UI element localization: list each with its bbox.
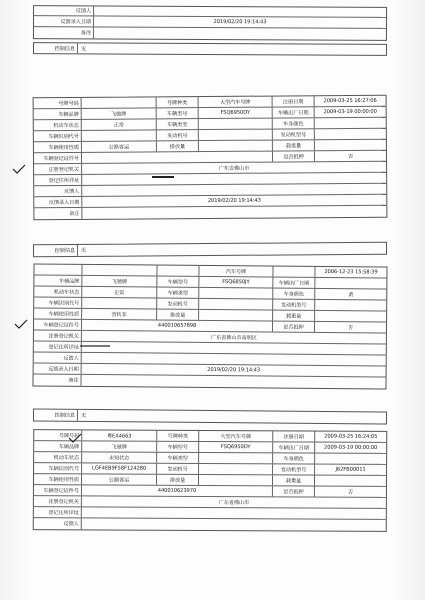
label-register-date: 注册日期 (273, 431, 315, 441)
label-plate-no (34, 264, 82, 274)
value-plate-no: 粤EX4663 (82, 430, 157, 440)
value-reg-address (82, 173, 386, 185)
label-use-nature: 车辆使用性质 (34, 308, 82, 318)
value-id-no (82, 152, 273, 163)
value-vehicle-type (199, 119, 273, 130)
value-vehicle-type (199, 453, 273, 463)
value-remark (82, 206, 386, 219)
label-feedback-entry-date: 反馈录入日期 (34, 16, 94, 26)
label-model: 车辆型号 (157, 277, 199, 287)
label-vin: 车辆识别代号 (34, 297, 82, 307)
vehicle-record-2 (32, 263, 387, 389)
check-mark-icon (68, 433, 82, 443)
label-load: 载重量 (273, 311, 315, 321)
value-displacement (199, 141, 273, 152)
label-reg-authority: 注册登记机关 (34, 496, 82, 506)
value-remark (94, 27, 386, 40)
value-feedback-person (82, 184, 386, 196)
label-load: 载重量 (273, 475, 315, 485)
label-motor-status: 机动车状态 (34, 120, 82, 130)
label-engine-model: 发动机型号 (273, 129, 315, 139)
label-id-no: 车辆登记证件号 (34, 485, 82, 495)
value-body-color: 黄 (348, 291, 354, 298)
scan-smudge (152, 176, 174, 178)
label-register-date: 注册日期 (273, 96, 315, 106)
value-use-nature: 公路客运 (82, 141, 157, 152)
label-register-date (273, 267, 315, 277)
label-displacement: 排放量 (157, 141, 199, 151)
label-engine-no: 发动机号 (157, 299, 199, 309)
label-control-info: 控制信息 (34, 409, 78, 420)
value-plate-type: 大型汽车号牌 (199, 97, 273, 108)
label-mortgaged: 是否抵押 (273, 486, 315, 496)
label-body-color: 车身颜色 (273, 289, 315, 299)
label-reg-authority: 注册登记机关 (34, 164, 82, 174)
value-reg-authority: 广东省佛山市 (218, 165, 250, 172)
label-reg-address: 登记住所详址 (34, 175, 82, 185)
label-displacement: 排放量 (157, 310, 199, 320)
value-register-date: 2009-03-25 16:24:05 (324, 433, 378, 440)
value-vin (82, 298, 157, 309)
value-displacement (199, 310, 273, 321)
value-displacement (199, 475, 273, 485)
control-row-2 (33, 408, 387, 424)
label-feedback-person: 反馈人 (34, 518, 82, 529)
label-engine-no: 发动机号 (157, 464, 199, 474)
value-reg-authority: 广东省佛山市南明区 (210, 334, 257, 341)
label-control-info: 控制信息 (34, 43, 78, 53)
label-reg-authority: 注册登记机关 (34, 330, 82, 340)
value-plate-type: 大型汽车号牌 (199, 431, 273, 441)
value-register-date: 2006-12-23 15:58:39 (324, 268, 378, 276)
label-plate-type: 号牌种类 (157, 97, 199, 107)
value-use-nature: 营转非 (82, 309, 157, 320)
label-body-color: 车身颜色 (273, 453, 315, 463)
label-vehicle-type: 车辆类型 (157, 453, 199, 463)
vehicle-record-1 (33, 95, 388, 220)
label-factory-date: 车辆出厂日期 (273, 107, 315, 117)
check-mark-icon (12, 164, 26, 174)
value-motor-status: 正常 (82, 287, 157, 298)
label-remark: 备注 (34, 27, 94, 38)
label-displacement: 排放量 (157, 475, 199, 485)
vehicle-record-3 (33, 429, 388, 532)
scan-smudge (80, 345, 110, 347)
label-control-info: 控制信息 (34, 245, 78, 256)
value-engine-no (199, 464, 273, 474)
label-plate-type: 号牌种类 (157, 431, 199, 441)
value-brand: 飞驰牌 (82, 108, 157, 119)
value-mortgaged: 否 (347, 153, 354, 160)
label-id-no: 车辆登记证件号 (34, 153, 82, 163)
label-remark: 备注 (33, 374, 81, 385)
value-factory-date (315, 278, 386, 289)
value-engine-model (315, 300, 386, 311)
value-plate-type: 汽车号牌 (199, 266, 273, 277)
label-use-nature: 车辆使用性质 (34, 142, 82, 152)
value-load (315, 476, 386, 486)
label-engine-no: 发动机号 (157, 130, 199, 140)
control-row-1 (33, 242, 387, 257)
value-plate-no (82, 97, 157, 108)
control-row-top (33, 42, 387, 56)
value-model: FSQ6950DY (199, 442, 273, 452)
value-engine-model: J62FB00011 (335, 466, 366, 473)
value-feedback-person (94, 6, 386, 17)
value-model: FSQ6850JY (199, 277, 273, 288)
value-motor-status: 正常 (82, 119, 157, 130)
value-control-info: 无 (80, 45, 87, 52)
label-reg-address: 登记住所详址 (34, 507, 82, 517)
label-vehicle-type: 车辆类型 (157, 119, 199, 129)
label-motor-status: 机动车状态 (34, 452, 82, 462)
label-reg-address: 登记住所详址 (34, 341, 82, 351)
value-mortgaged: 否 (347, 324, 354, 331)
label-feedback-entry-date: 反馈录入日期 (34, 363, 82, 373)
value-model: FSQ6950DY (199, 108, 273, 119)
value-feedback-entry-date: 2019/02/20 19:14:43 (213, 19, 267, 26)
value-feedback-entry-date: 2019/02/20 19:14:43 (207, 197, 261, 205)
value-brand: 飞驰牌 (82, 276, 157, 287)
label-body-color: 车身颜色 (273, 118, 315, 128)
check-mark-icon (14, 319, 28, 329)
value-mortgaged: 否 (347, 489, 354, 496)
label-plate-no: 号牌号码 (34, 98, 82, 108)
label-id-no: 车辆登记证件号 (34, 319, 82, 329)
label-factory-date: 车辆出厂日期 (273, 278, 315, 288)
label-vehicle-type: 车辆类型 (157, 288, 199, 298)
value-motor-status: 未知状态 (82, 452, 157, 462)
label-brand: 车辆品牌 (34, 441, 82, 451)
value-engine-no (199, 130, 273, 141)
value-use-nature: 公路客运 (82, 474, 157, 484)
label-use-nature: 车辆使用性质 (34, 474, 82, 484)
label-feedback-person: 反馈人 (34, 186, 82, 196)
label-motor-status: 机动车状态 (34, 286, 82, 296)
value-load (315, 140, 386, 150)
label-mortgaged: 是否抵押 (273, 322, 315, 332)
label-vin: 车辆识别代号 (34, 131, 82, 141)
label-feedback-person: 反馈人 (34, 352, 82, 362)
value-id-no: 440010623970 (82, 485, 273, 496)
label-brand: 车辆品牌 (34, 275, 82, 285)
record-block-top (33, 5, 387, 41)
value-reg-address (82, 507, 386, 519)
value-control-info: 无 (80, 247, 87, 254)
value-brand: 飞驰牌 (82, 441, 157, 451)
value-load (315, 311, 386, 322)
label-model: 车辆型号 (157, 108, 199, 118)
value-engine-no (199, 299, 273, 310)
label-vin: 车辆识别代号 (34, 463, 82, 473)
label-engine-model: 发动机型号 (273, 300, 315, 310)
label-feedback-person: 反馈人 (34, 6, 94, 15)
value-remark (81, 375, 385, 389)
label-plate-type (157, 266, 199, 276)
value-plate-no (82, 265, 157, 276)
value-body-color (315, 454, 386, 464)
label-mortgaged: 是否抵押 (273, 151, 315, 161)
value-control-info: 无 (80, 412, 87, 419)
value-feedback-person (82, 518, 386, 531)
value-feedback-entry-date: 2019/02/20 19:14:43 (207, 366, 261, 374)
label-factory-date: 车辆出厂日期 (273, 442, 315, 452)
value-id-no: 440010657898 (82, 320, 273, 332)
label-model: 车辆型号 (157, 442, 199, 452)
label-brand: 车辆品牌 (34, 109, 82, 119)
value-factory-date: 2009-03-19 00:00:00 (323, 108, 377, 116)
value-register-date: 2009-03-25 16:27:06 (323, 97, 377, 105)
value-factory-date: 2009-03-19 00:00:00 (324, 444, 378, 451)
value-vehicle-type (199, 288, 273, 299)
label-remark: 备注 (34, 208, 82, 219)
value-vin (82, 130, 157, 141)
value-engine-model (315, 129, 386, 139)
value-body-color (315, 118, 386, 128)
value-reg-authority: 广东省佛山市 (218, 499, 250, 506)
label-engine-model: 发动机型号 (273, 464, 315, 474)
label-load: 载重量 (273, 140, 315, 150)
label-plate-no: 号牌号码 (34, 430, 82, 440)
value-vin: LGF4EB9F58F124280 (82, 463, 157, 473)
label-feedback-entry-date: 反馈录入日期 (34, 197, 82, 207)
